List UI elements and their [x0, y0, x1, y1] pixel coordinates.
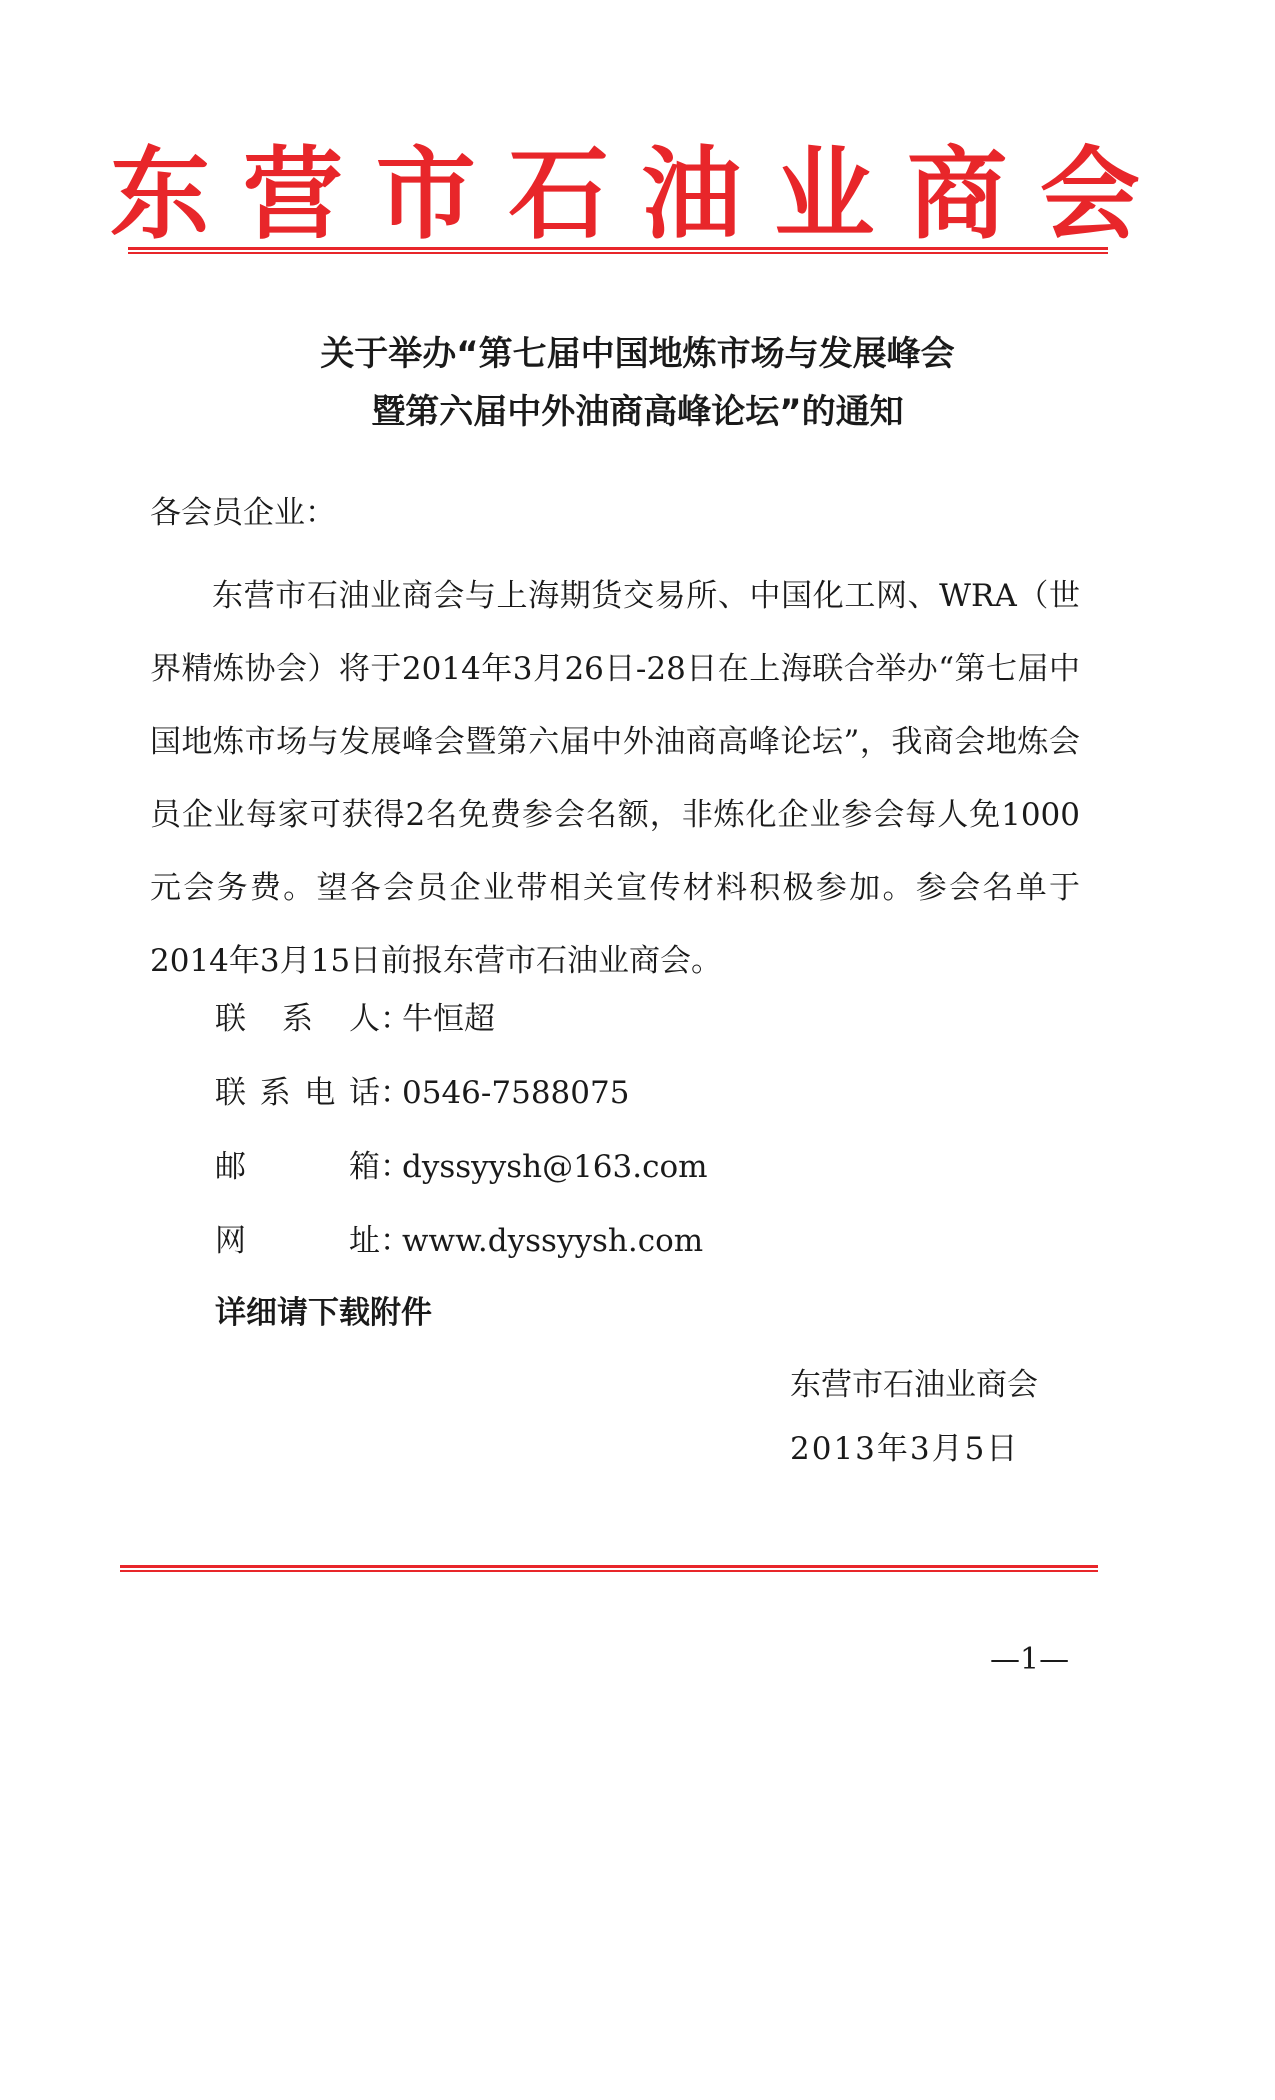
letterhead-char: 油	[641, 136, 742, 253]
letterhead-char: 商	[907, 136, 1008, 253]
contact-email-row	[215, 1142, 708, 1192]
contact-person-value: 牛恒超	[402, 1001, 495, 1037]
letterhead-char: 东	[110, 136, 210, 253]
signature-organization: 东营市石油业商会	[790, 1367, 1038, 1403]
letterhead-char: 会	[1039, 136, 1140, 253]
contact-email-value[interactable]: dyssyysh@163.com	[402, 1149, 708, 1185]
contact-person-label: 联系人	[215, 1001, 380, 1037]
colon: ：	[380, 1149, 411, 1185]
letterhead-char: 业	[774, 136, 875, 253]
contact-website-row	[215, 1216, 703, 1266]
contact-person-row	[215, 994, 495, 1044]
letterhead-char: 石	[508, 136, 609, 253]
signature-date: 2013年3月5日	[790, 1431, 1020, 1467]
body-paragraph: 东营市石油业商会与上海期货交易所、中国化工网、WRA（世界精炼协会）将于2014年3月26日-28日在上海联合举办“第七届中国地炼市场与发展峰会暨第六届中外油商高峰论坛”，我商会地炼会员企业每家可获得2名免费参会名额，非炼化企业参会每人免1000元会务费。望各会员企业带相关宣传材料积极参加。参会名单于2014年3月15日前报东营市石油业商会。	[150, 578, 1080, 979]
notice-title-line1: 关于举办“第七届中国地炼市场与发展峰会	[320, 334, 955, 374]
salutation: 各会员企业：	[150, 495, 336, 531]
contact-phone-value: 0546-7588075	[402, 1075, 630, 1111]
notice-title-line2: 暨第六届中外油商高峰论坛”的通知	[371, 392, 904, 432]
colon: ：	[380, 1223, 411, 1259]
contact-email-label: 邮箱	[215, 1149, 380, 1185]
contact-phone-label: 联系电话	[215, 1075, 380, 1111]
attachment-note: 详细请下载附件	[215, 1295, 432, 1331]
page-number: —1—	[990, 1642, 1070, 1677]
contact-website-value[interactable]: www.dyssyysh.com	[402, 1223, 704, 1259]
header-divider	[128, 247, 1108, 254]
contact-phone-row	[215, 1068, 629, 1118]
colon: ：	[380, 1075, 411, 1111]
colon: ：	[380, 1001, 411, 1037]
footer-divider	[120, 1565, 1098, 1572]
contact-website-label: 网址	[215, 1223, 380, 1259]
letterhead-char: 市	[375, 136, 476, 253]
letterhead-char: 营	[242, 136, 343, 253]
